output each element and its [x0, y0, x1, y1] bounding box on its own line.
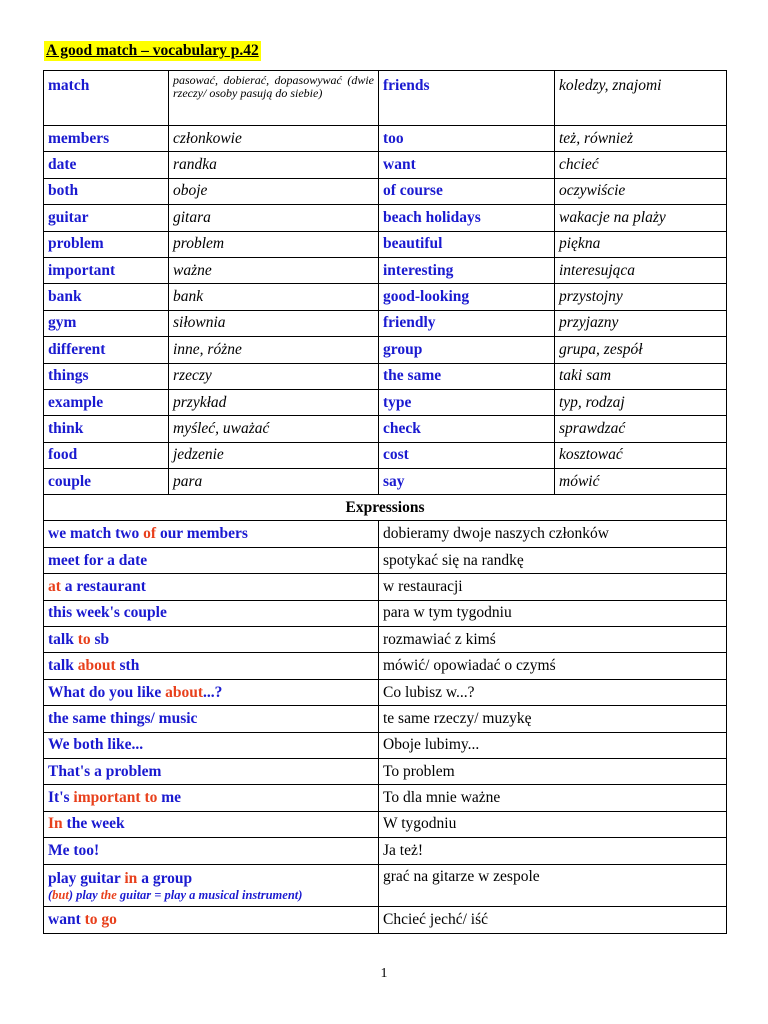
polish-translation: koledzy, znajomi [555, 71, 727, 126]
vocab-row [44, 257, 727, 283]
expressions-heading: Expressions [44, 495, 727, 521]
expression-row [44, 653, 727, 679]
polish-translation: interesująca [555, 257, 727, 283]
page-number: 1 [380, 966, 388, 981]
polish-translation: ważne [169, 257, 379, 283]
english-word: things [44, 363, 169, 389]
polish-phrase: Oboje lubimy... [379, 732, 727, 758]
phrase-segment: talk [48, 630, 78, 648]
polish-translation: piękna [555, 231, 727, 257]
english-word: interesting [379, 257, 555, 283]
polish-translation: problem [169, 231, 379, 257]
polish-phrase: To dla mnie ważne [379, 785, 727, 811]
english-phrase [44, 627, 379, 653]
phrase-segment: our members [156, 525, 248, 543]
expression-row [44, 706, 727, 732]
english-word: members [44, 126, 169, 152]
english-phrase [44, 758, 379, 784]
expression-row [44, 758, 727, 784]
english-phrase [44, 732, 379, 758]
phrase-segment: talk [48, 657, 78, 675]
english-phrase [44, 679, 379, 705]
english-phrase [44, 521, 379, 547]
vocab-row [44, 152, 727, 178]
polish-translation: inne, różne [169, 337, 379, 363]
phrase-segment: to go [84, 910, 117, 928]
english-word: match [44, 71, 169, 126]
vocab-row [44, 126, 727, 152]
polish-phrase: W tygodniu [379, 811, 727, 837]
phrase-segment: Me too! [48, 841, 100, 859]
phrase-segment: In [48, 815, 63, 833]
expression-row [44, 785, 727, 811]
phrase-segment: a group [137, 869, 193, 887]
phrase-segment: important to [73, 789, 158, 807]
english-word: gym [44, 310, 169, 336]
note-segment: guitar = play a musical instrument) [116, 887, 303, 902]
english-word: food [44, 442, 169, 468]
phrase-segment: this week's couple [48, 604, 167, 622]
polish-translation: członkowie [169, 126, 379, 152]
phrase-segment: ...? [203, 683, 223, 701]
vocab-row [44, 178, 727, 204]
polish-phrase: spotykać się na randkę [379, 547, 727, 573]
english-phrase [44, 838, 379, 864]
polish-phrase: Ja też! [379, 838, 727, 864]
phrase-segment: sb [90, 630, 110, 648]
vocab-row [44, 363, 727, 389]
polish-translation: rzeczy [169, 363, 379, 389]
expression-row [44, 627, 727, 653]
english-phrase [44, 600, 379, 626]
english-word: bank [44, 284, 169, 310]
english-word: friendly [379, 310, 555, 336]
expression-row [44, 521, 727, 547]
phrase-segment: That's a problem [48, 762, 162, 780]
english-word: guitar [44, 205, 169, 231]
vocab-row [44, 231, 727, 257]
vocab-row [44, 337, 727, 363]
phrase-segment: the same things/ music [48, 709, 198, 727]
polish-translation: przyjazny [555, 310, 727, 336]
phrase-segment: about [165, 683, 204, 701]
vocab-row [44, 310, 727, 336]
phrase-segment: meet for a date [48, 551, 148, 569]
expression-row [44, 600, 727, 626]
phrase-segment: a restaurant [60, 577, 146, 595]
polish-translation: typ, rodzaj [555, 389, 727, 415]
english-word: think [44, 416, 169, 442]
english-word: cost [379, 442, 555, 468]
vocab-row [44, 416, 727, 442]
english-word: of course [379, 178, 555, 204]
english-word: friends [379, 71, 555, 126]
polish-phrase: rozmawiać z kimś [379, 627, 727, 653]
phrase-segment: want [48, 910, 85, 928]
page-title: A good match – vocabulary p.42 [46, 42, 259, 59]
expression-row [44, 574, 727, 600]
english-word: date [44, 152, 169, 178]
polish-phrase: te same rzeczy/ muzykę [379, 706, 727, 732]
phrase-segment: about [77, 657, 116, 675]
polish-translation: wakacje na plaży [555, 205, 727, 231]
vocab-row [44, 442, 727, 468]
polish-translation: sprawdzać [555, 416, 727, 442]
polish-translation: pasować, dobierać, dopasowywać (dwie rzeczy/ osoby pasują do siebie) [173, 73, 374, 100]
vocab-row [44, 389, 727, 415]
polish-translation: przystojny [555, 284, 727, 310]
english-word: want [379, 152, 555, 178]
english-word: different [44, 337, 169, 363]
english-word: group [379, 337, 555, 363]
expression-row [44, 732, 727, 758]
vocab-row [44, 469, 727, 495]
polish-translation: oboje [169, 178, 379, 204]
polish-phrase: w restauracji [379, 574, 727, 600]
note-segment: but [52, 887, 69, 902]
english-word: good-looking [379, 284, 555, 310]
polish-translation: siłownia [169, 310, 379, 336]
vocabulary-table [43, 70, 727, 934]
english-phrase [44, 547, 379, 573]
polish-phrase: dobieramy dwoje naszych członków [379, 521, 727, 547]
phrase-segment: of [143, 525, 157, 543]
phrase-segment: we match two [48, 525, 144, 543]
polish-translation: randka [169, 152, 379, 178]
polish-translation: bank [169, 284, 379, 310]
polish-translation: gitara [169, 205, 379, 231]
phrase-segment: at [48, 577, 61, 595]
english-word: important [44, 257, 169, 283]
polish-translation: jedzenie [169, 442, 379, 468]
phrase-segment: to [77, 630, 91, 648]
english-phrase [44, 811, 379, 837]
english-word: problem [44, 231, 169, 257]
polish-translation: kosztować [555, 442, 727, 468]
polish-translation: para [169, 469, 379, 495]
phrase-segment: in [124, 869, 138, 887]
expression-row [44, 906, 727, 933]
polish-phrase: To problem [379, 758, 727, 784]
polish-translation: też, również [555, 126, 727, 152]
polish-translation: taki sam [555, 363, 727, 389]
phrase-segment: What do you like [48, 683, 166, 701]
english-word: beautiful [379, 231, 555, 257]
note-segment: ( [48, 887, 53, 902]
english-phrase [44, 785, 379, 811]
expression-row [44, 838, 727, 864]
polish-translation: oczywiście [555, 178, 727, 204]
english-word: the same [379, 363, 555, 389]
vocab-row [44, 205, 727, 231]
expression-row [44, 811, 727, 837]
english-word: beach holidays [379, 205, 555, 231]
polish-phrase: Co lubisz w...? [379, 679, 727, 705]
english-word: both [44, 178, 169, 204]
polish-translation: przykład [169, 389, 379, 415]
phrase-segment: sth [115, 657, 140, 675]
english-phrase [44, 574, 379, 600]
note-segment: the [100, 887, 117, 902]
english-phrase [44, 653, 379, 679]
note-segment: ) play [68, 887, 101, 902]
expression-row [44, 864, 727, 906]
english-word: say [379, 469, 555, 495]
english-phrase [44, 706, 379, 732]
polish-phrase: para w tym tygodniu [379, 600, 727, 626]
phrase-segment: the week [62, 815, 125, 833]
polish-phrase: mówić/ opowiadać o czymś [379, 653, 727, 679]
expression-row [44, 679, 727, 705]
phrase-segment: me [157, 789, 182, 807]
vocab-row [44, 71, 727, 126]
polish-translation: mówić [555, 469, 727, 495]
english-word: example [44, 389, 169, 415]
english-phrase [44, 906, 379, 933]
phrase-segment: It's [48, 789, 74, 807]
english-word: check [379, 416, 555, 442]
english-word: too [379, 126, 555, 152]
english-word: type [379, 389, 555, 415]
phrase-segment: play guitar [48, 869, 125, 887]
polish-translation: grupa, zespół [555, 337, 727, 363]
polish-phrase: Chcieć jechć/ iść [379, 906, 727, 933]
expression-row [44, 547, 727, 573]
polish-translation: myśleć, uważać [169, 416, 379, 442]
expressions-heading-row [44, 495, 727, 521]
phrase-segment: We both like... [48, 736, 144, 754]
english-phrase [44, 864, 379, 906]
vocab-row [44, 284, 727, 310]
polish-translation: chcieć [555, 152, 727, 178]
polish-phrase: grać na gitarze w zespole [379, 864, 727, 906]
english-word: couple [44, 469, 169, 495]
